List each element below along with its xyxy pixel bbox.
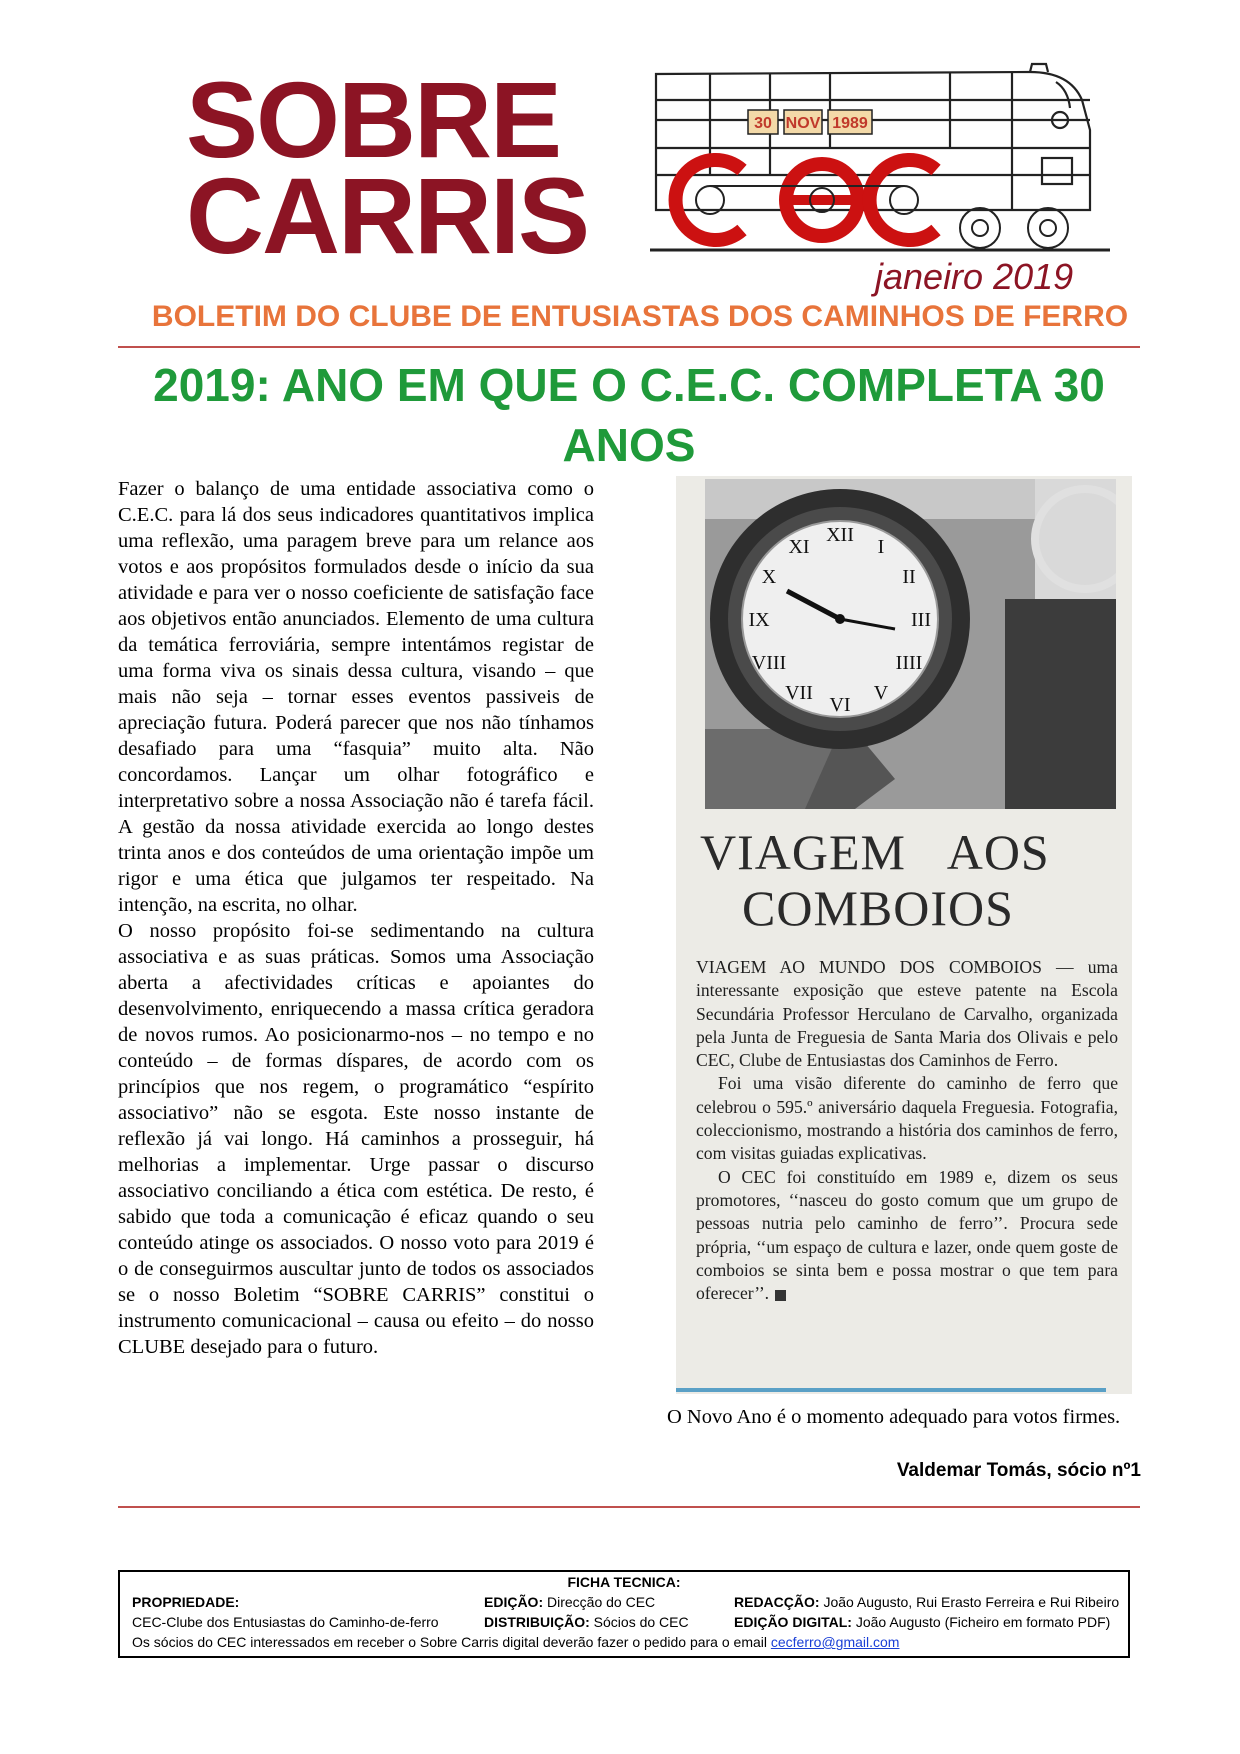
article-body: [118, 476, 594, 1360]
newsletter-subtitle: BOLETIM DO CLUBE DE ENTUSIASTAS DOS CAMINHOS DE FERRO: [151, 300, 1129, 333]
clipping-headline-line-1: VIAGEM AOS: [700, 824, 1050, 880]
article-paragraph: O nosso propósito foi-se sedimentando na cultura associativa e as suas práticas. Somos uma Associação aberta a afectividades críticas e apoiantes do desenvolvimento, enriquecendo a massa crítica geradora de novos rumos. Ao posicionarmo-nos – no tempo e no conteúdo – de formas díspares, de acordo com os princípios que nos regem, o programático “espírito associativo” não se esgota. Este nosso instante de reflexão já vai longo. Há caminhos a prosseguir, há melhorias a implementar. Urge passar o discurso associativo conciliando a ética com estética. De resto, é sabido que toda a comunicação é eficaz quando o seu conteúdo atinge os associados. O nosso voto para 2019 é o de conseguirmos auscultar junto de todos os associados se o nosso Boletim “SOBRE CARRIS” constitui o instrumento comunicacional – causa ou efeito – do nosso CLUBE desejado para o futuro.: [118, 920, 594, 1358]
end-mark-icon: [775, 1290, 786, 1301]
redaccao-value: João Augusto, Rui Erasto Ferreira e Rui Ribeiro: [823, 1594, 1120, 1610]
edicao-value: Direcção do CEC: [547, 1594, 656, 1610]
clipping-headline: [700, 824, 1130, 936]
page-headline: [118, 355, 1140, 475]
divider-bottom: [118, 1506, 1140, 1508]
svg-text:V: V: [873, 682, 889, 704]
redaccao-label: REDACÇÃO:: [734, 1594, 820, 1610]
svg-text:III: III: [911, 609, 931, 631]
headline-line-1: 2019: ANO EM QUE O C.E.C. COMPLETA 30: [153, 359, 1105, 411]
logo-sobre: SOBRE: [186, 59, 561, 180]
svg-text:XII: XII: [826, 524, 854, 546]
email-link[interactable]: cecferro@gmail.com: [770, 1634, 900, 1650]
article-paragraph: Fazer o balanço de uma entidade associativa como o C.E.C. para lá dos seus indicadores quantitativos implica uma reflexão, uma paragem breve para um relance aos votos e aos propósitos formulados desde o início da sua atividade e para ver o nosso coeficiente de satisfação face aos objetivos então anunciados. Elemento de uma cultura da temática ferroviária, sempre intentámos registar de uma forma viva os sinais dessa cultura, visando – que mais não seja – tornar esses eventos passiveis de apreciação futura. Poderá parecer que nos não tínhamos desafiado para uma “fasquia” muito alta. Não concordamos. Lançar um olhar fotográfico e interpretativo sobre a nossa Associação não é tarefa fácil. A gestão da nossa atividade exercida ao longo destes trinta anos e dos conteúdos de uma orientação impõe um rigor e uma ética que julgamos ter respeitado. Na intenção, na escrita, no olhar.: [118, 478, 594, 916]
ficha-title: FICHA TECNICA:: [567, 1574, 681, 1590]
clipping-paragraph: Foi uma visão diferente do caminho de ferro que celebrou o 595.º aniversário daquela Freguesia. Fotografia, coleccionismo, mostrando a história dos caminhos de ferro, com visitas guiadas explicativas.: [696, 1073, 1118, 1164]
divider-top: [118, 346, 1140, 348]
propriedade-label: PROPRIEDADE:: [132, 1594, 240, 1610]
svg-text:IIII: IIII: [895, 652, 923, 674]
svg-text:X: X: [761, 566, 777, 588]
clipping-headline-line-2: COMBOIOS: [742, 880, 1014, 936]
edicao-digital-value: João Augusto (Ficheiro em formato PDF): [855, 1614, 1111, 1630]
newspaper-clipping: [676, 476, 1132, 1394]
clock-photo: [705, 479, 1116, 809]
svg-text:XI: XI: [788, 536, 810, 558]
loco-date-day: 30: [754, 115, 772, 132]
svg-text:VIII: VIII: [751, 652, 787, 674]
headline-line-2: ANOS: [562, 419, 696, 471]
clipping-body: [696, 956, 1118, 1305]
ficha-tecnica: [118, 1570, 1130, 1658]
loco-date-month: NOV: [785, 115, 821, 132]
edition-date: janeiro 2019: [875, 256, 1074, 297]
clipping-border: [676, 1388, 1106, 1392]
author-signature: Valdemar Tomás, sócio nº1: [896, 1460, 1141, 1481]
propriedade-value: CEC-Clube dos Entusiastas do Caminho-de-ferro: [132, 1614, 439, 1630]
svg-text:VI: VI: [829, 694, 851, 716]
svg-text:IX: IX: [748, 609, 770, 631]
masthead: [151, 59, 1129, 360]
wheel-c-2: [870, 160, 936, 240]
distribuicao-label: DISTRIBUIÇÃO:: [484, 1614, 590, 1630]
wheel-c-1: [676, 160, 742, 240]
edicao-digital-label: EDIÇÃO DIGITAL:: [734, 1614, 852, 1630]
svg-text:I: I: [877, 536, 885, 558]
closing-sentence: O Novo Ano é o momento adequado para votos firmes.: [667, 1406, 1121, 1428]
clipping-paragraph: VIAGEM AO MUNDO DOS COMBOIOS — uma interessante exposição que esteve patente na Escola Secundária Professor Herculano de Carvalho, organizada pela Junta de Freguesia de Santa Maria dos Olivais e pelo CEC, Clube de Entusiastas dos Caminhos de Ferro.: [696, 957, 1118, 1071]
distribuicao-value: Sócios do CEC: [593, 1614, 689, 1630]
svg-text:II: II: [902, 566, 916, 588]
svg-text:VII: VII: [785, 682, 813, 704]
clipping-paragraph: O CEC foi constituído em 1989 e, dizem os seus promotores, ‘‘nasceu do gosto comum que um grupo de pessoas nutria pelo caminho de ferro’’. Procura sede própria, ‘‘um espaço de cultura e lazer, onde quem goste de comboios se sinta bem e possa mostrar o que tem para oferecer’’.: [696, 1166, 1118, 1304]
logo-carris: CARRIS: [186, 155, 589, 276]
edicao-label: EDIÇÃO:: [484, 1594, 544, 1610]
loco-date-year: 1989: [832, 115, 868, 132]
locomotive-logo: [650, 60, 1110, 260]
ficha-note: Os sócios do CEC interessados em receber o Sobre Carris digital deverão fazer o pedido para o email: [132, 1634, 767, 1650]
